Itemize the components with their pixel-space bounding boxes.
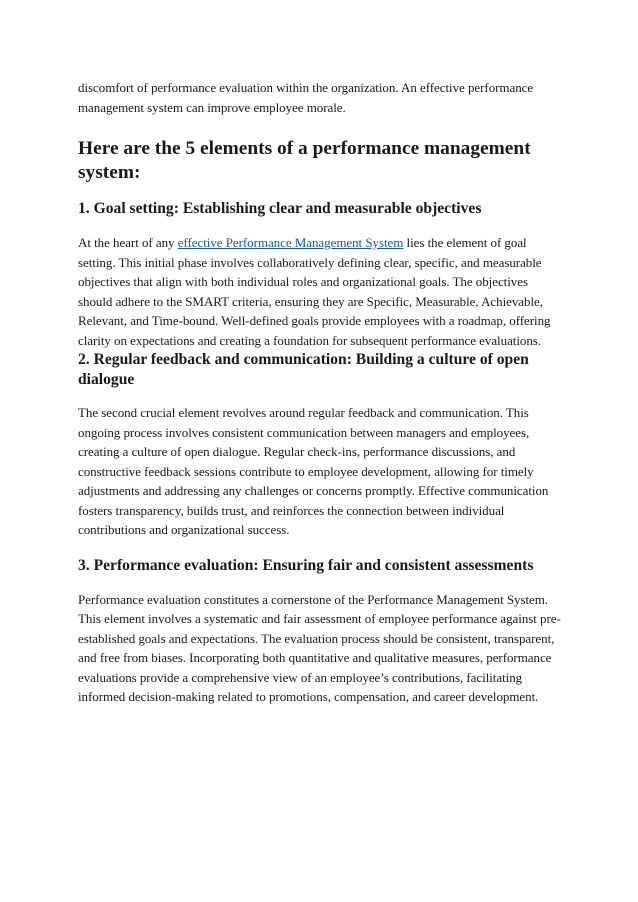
paragraph-text-before-link: At the heart of any — [78, 235, 178, 250]
intro-paragraph: discomfort of performance evaluation within the organization. An effective performance management system can improve employee morale. — [78, 80, 534, 115]
section-paragraph-evaluation: Performance evaluation constitutes a cornerstone of the Performance Management System. This element involves a systematic and fair assessment of employee performance against pre-established goals and expectations. The evaluation process should be consistent, transparent, and free from biases. Incorporating both quantitative and qualitative measures, performance evaluations provide a comprehensive view of an employee’s contributions, facilitating informed decision-making related to promotions, compensation, and career development. — [78, 591, 561, 704]
section-heading-evaluation: 3. Performance evaluation: Ensuring fair and consistent assessments — [78, 556, 534, 574]
section-heading-goal-setting: 1. Goal setting: Establishing clear and measurable objectives — [78, 200, 482, 217]
main-heading: Here are the 5 elements of a performance management system: — [78, 138, 531, 183]
paragraph-text-after-link: lies the element of goal setting. This initial phase involves collaboratively defining clear, specific, and measurable objectives that align with both individual roles and organizational goals. The objectives should adhere to the SMART criteria, ensuring they are Specific, Measurable, Achievable, Relevant, and Time-bound. Well-defined goals provide employees with a roadmap, offering clarity on expectations and creating a foundation for subsequent performance evaluations. — [78, 235, 551, 348]
section-paragraph-feedback: The second crucial element revolves around regular feedback and communication. This ongoing process involves consistent communication between managers and employees, creating a culture of open dialogue. Regular check-ins, performance discussions, and constructive feedback sessions contribute to employee development, allowing for timely adjustments and addressing any challenges or concerns promptly. Effective communication fosters transparency, builds trust, and reinforces the connection between individual contributions and organizational success. — [78, 405, 549, 537]
document-page — [78, 78, 562, 707]
section-heading-feedback: 2. Regular feedback and communication: Building a culture of open dialogue — [78, 351, 529, 388]
section-paragraph-goal-setting — [78, 233, 562, 350]
performance-management-system-link[interactable]: effective Performance Management System — [177, 235, 404, 250]
